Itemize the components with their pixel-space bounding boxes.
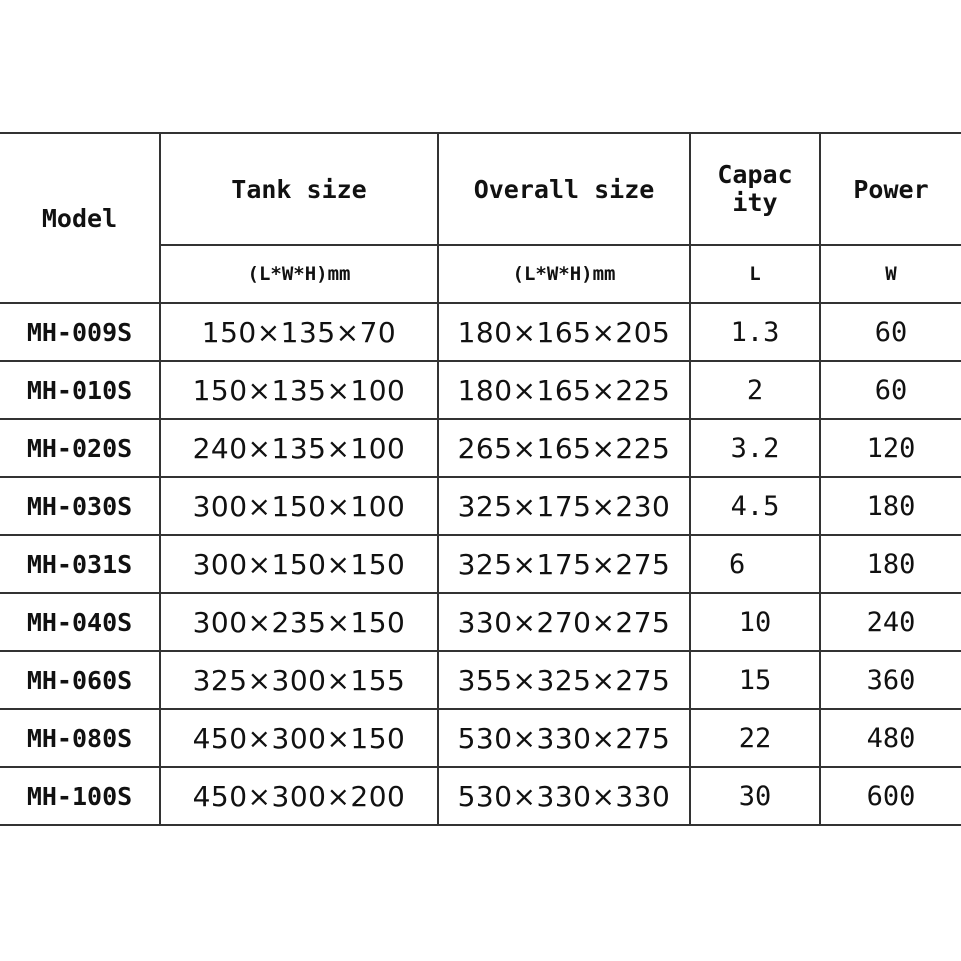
table-row <box>0 361 961 419</box>
cell-overall-size: 265×165×225 <box>438 419 690 477</box>
cell-overall-size: 180×165×225 <box>438 361 690 419</box>
table-row <box>0 593 961 651</box>
cell-tank-size: 300×150×150 <box>160 535 438 593</box>
cell-tank-size: 300×235×150 <box>160 593 438 651</box>
header-row <box>0 133 961 245</box>
table-row <box>0 651 961 709</box>
cell-model: MH-030S <box>0 477 160 535</box>
cell-tank-size: 325×300×155 <box>160 651 438 709</box>
table-row <box>0 419 961 477</box>
cell-tank-size: 150×135×70 <box>160 303 438 361</box>
cell-overall-size: 180×165×205 <box>438 303 690 361</box>
table-row <box>0 303 961 361</box>
cell-capacity: 1.3 <box>690 303 820 361</box>
cell-capacity: 22 <box>690 709 820 767</box>
cell-power: 480 <box>820 709 961 767</box>
cell-capacity: 4.5 <box>690 477 820 535</box>
unit-tank-size: (L*W*H)mm <box>160 245 438 303</box>
cell-capacity: 10 <box>690 593 820 651</box>
cell-model: MH-060S <box>0 651 160 709</box>
header-tank-size: Tank size <box>160 133 438 245</box>
cell-model: MH-009S <box>0 303 160 361</box>
cell-model: MH-100S <box>0 767 160 825</box>
cell-model: MH-020S <box>0 419 160 477</box>
unit-overall-size: (L*W*H)mm <box>438 245 690 303</box>
cell-overall-size: 330×270×275 <box>438 593 690 651</box>
cell-model: MH-080S <box>0 709 160 767</box>
cell-tank-size: 300×150×100 <box>160 477 438 535</box>
cell-overall-size: 355×325×275 <box>438 651 690 709</box>
cell-power: 240 <box>820 593 961 651</box>
table-row <box>0 709 961 767</box>
table-row <box>0 477 961 535</box>
cell-tank-size: 240×135×100 <box>160 419 438 477</box>
cell-power: 60 <box>820 303 961 361</box>
cell-capacity: 30 <box>690 767 820 825</box>
cell-overall-size: 530×330×330 <box>438 767 690 825</box>
spec-table <box>0 132 961 826</box>
cell-overall-size: 530×330×275 <box>438 709 690 767</box>
cell-model: MH-040S <box>0 593 160 651</box>
cell-power: 180 <box>820 477 961 535</box>
cell-model: MH-031S <box>0 535 160 593</box>
cell-capacity: 3.2 <box>690 419 820 477</box>
cell-power: 60 <box>820 361 961 419</box>
unit-capacity: L <box>690 245 820 303</box>
cell-overall-size: 325×175×230 <box>438 477 690 535</box>
header-capacity-text: Capac ity <box>717 160 793 217</box>
cell-power: 360 <box>820 651 961 709</box>
cell-tank-size: 450×300×200 <box>160 767 438 825</box>
cell-model: MH-010S <box>0 361 160 419</box>
cell-capacity: 2 <box>690 361 820 419</box>
table-row <box>0 767 961 825</box>
cell-power: 120 <box>820 419 961 477</box>
header-power: Power <box>820 133 961 245</box>
cell-overall-size: 325×175×275 <box>438 535 690 593</box>
header-capacity <box>690 133 820 245</box>
table-body <box>0 133 961 825</box>
table-row <box>0 535 961 593</box>
unit-power: W <box>820 245 961 303</box>
cell-power: 600 <box>820 767 961 825</box>
cell-tank-size: 450×300×150 <box>160 709 438 767</box>
header-overall-size: Overall size <box>438 133 690 245</box>
cell-tank-size: 150×135×100 <box>160 361 438 419</box>
header-model: Model <box>0 133 160 303</box>
cell-power: 180 <box>820 535 961 593</box>
cell-capacity: 6 <box>690 535 820 593</box>
cell-capacity: 15 <box>690 651 820 709</box>
